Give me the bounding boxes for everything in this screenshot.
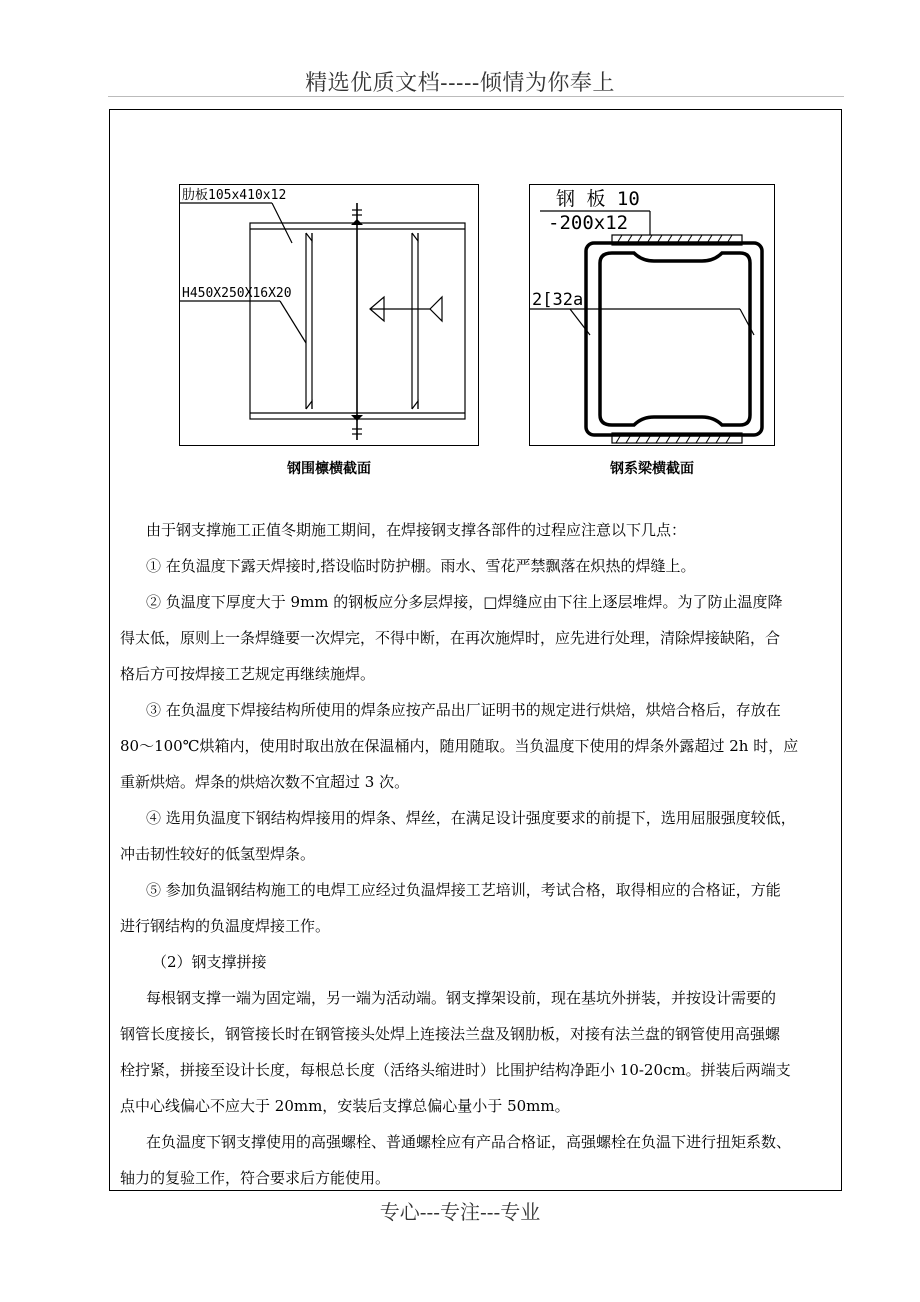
para-6-line-2: 钢管长度接长，钢管接长时在钢管接头处焊上连接法兰盘及钢肋板，对接有法兰盘的钢管使用高强螺: [120, 1025, 781, 1043]
tie-beam-drawing: [530, 185, 776, 447]
item-4-line-2: 冲击韧性较好的低氢型焊条。: [120, 845, 316, 863]
item-3-line-3: 重新烘焙。焊条的烘焙次数不宜超过 3 次。: [120, 773, 410, 791]
item-1: ① 在负温度下露天焊接时,搭设临时防护棚。雨水、雪花严禁飘落在炽热的焊缝上。: [146, 557, 696, 575]
tie-beam-caption: 钢系梁横截面: [610, 461, 694, 477]
para-7-line-1: 在负温度下钢支撑使用的高强螺栓、普通螺栓应有产品合格证，高强螺栓在负温下进行扭矩系数、: [146, 1133, 792, 1151]
para-6-line-1: 每根钢支撑一端为固定端，另一端为活动端。钢支撑架设前，现在基坑外拼装，并按设计需要的: [146, 989, 777, 1007]
item-5-line-1: ⑤ 参加负温钢结构施工的电焊工应经过负温焊接工艺培训，考试合格，取得相应的合格证，方能: [146, 881, 781, 899]
section-2-heading: （2）钢支撑拼接: [152, 953, 267, 971]
item-2-line-3: 格后方可按焊接工艺规定再继续施焊。: [120, 665, 376, 683]
header-rule: [108, 96, 844, 97]
tie-beam-cross-section-figure: [529, 184, 775, 446]
body-text: [120, 512, 836, 1196]
para-6-line-4: 点中心线偏心不应大于 20mm，安装后支撑总偏心量小于 50mm。: [120, 1097, 570, 1115]
item-4-line-1: ④ 选用负温度下钢结构焊接用的焊条、焊丝，在满足设计强度要求的前提下，选用屈服强度较低，: [146, 809, 796, 827]
waling-drawing: [180, 185, 480, 447]
page-header: 精选优质文档-----倾情为你奉上: [305, 71, 615, 96]
item-2-line-1: ② 负温度下厚度大于 9mm 的钢板应分多层焊接，□焊缝应由下往上逐层堆焊。为了防止温度降: [146, 593, 783, 611]
item-3-line-1: ③ 在负温度下焊接结构所使用的焊条应按产品出厂证明书的规定进行烘焙，烘焙合格后，存放在: [146, 701, 781, 719]
item-5-line-2: 进行钢结构的负温度焊接工作。: [120, 917, 331, 935]
page-footer: 专心---专注---专业: [379, 1200, 541, 1224]
channel-label: 2[32a: [532, 290, 584, 310]
item-2-line-2: 得太低，原则上一条焊缝要一次焊完，不得中断，在再次施焊时，应先进行处理，清除焊接缺陷，合: [120, 629, 781, 647]
plate-thickness-label: 钢 板 10: [556, 188, 640, 210]
para-7-line-2: 轴力的复验工作，符合要求后方能使用。: [120, 1169, 391, 1187]
plate-size-label: -200x12: [548, 212, 629, 234]
item-3-line-2: 80～100℃烘箱内，使用时取出放在保温桶内，随用随取。当负温度下使用的焊条外露超过 2h 时，应: [120, 737, 799, 755]
para-6-line-3: 栓拧紧，拼接至设计长度，每根总长度（活络头缩进时）比围护结构净距小 10-20cm。拼装后两端支: [120, 1061, 791, 1079]
rib-plate-label: 肋板105x410x12: [182, 188, 287, 203]
waling-cross-section-figure: [179, 184, 479, 446]
intro-paragraph: 由于钢支撑施工正值冬期施工期间，在焊接钢支撑各部件的过程应注意以下几点：: [146, 521, 687, 539]
h-beam-label: H450X250X16X20: [182, 286, 292, 301]
waling-caption: 钢围檩横截面: [287, 461, 371, 477]
